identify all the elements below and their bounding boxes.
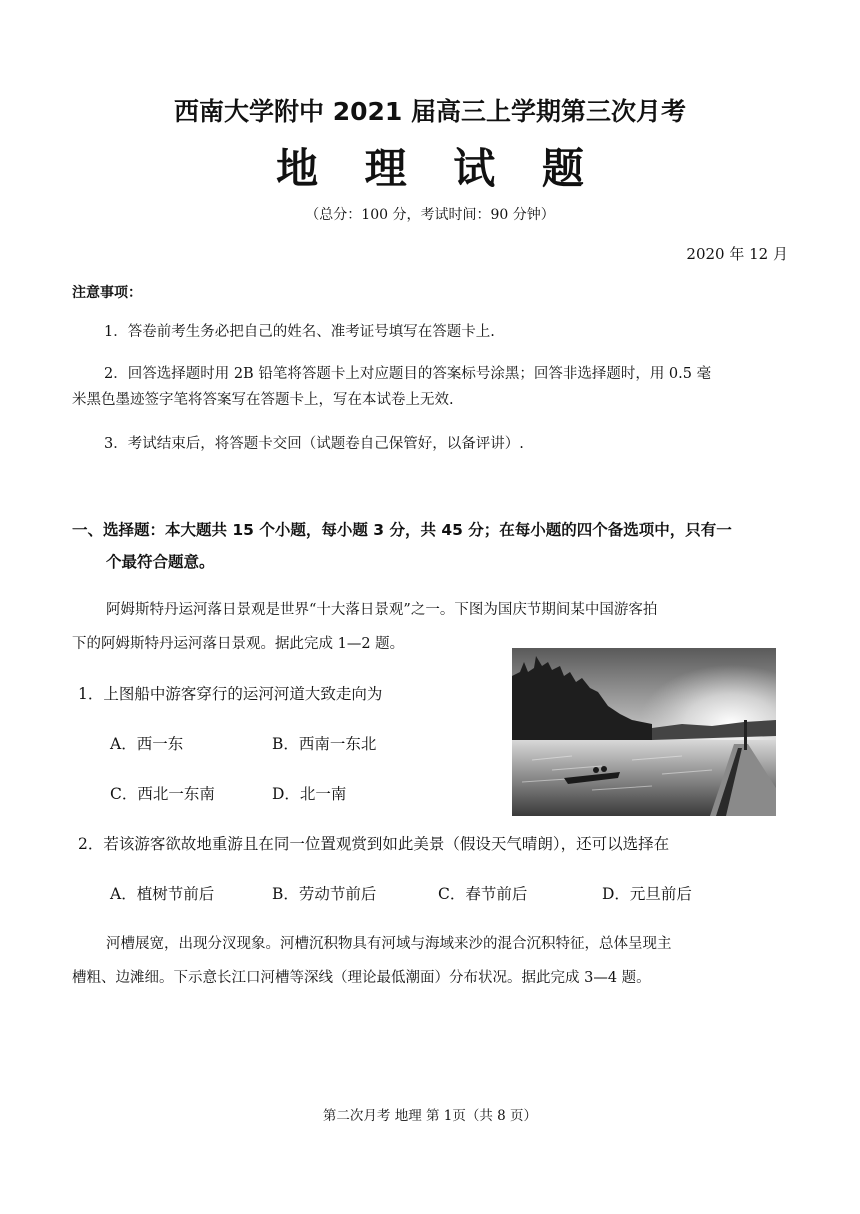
intro-1-line-1: 阿姆斯特丹运河落日景观是世界“十大落日景观”之一。下图为国庆节期间某中国游客拍	[106, 602, 658, 618]
question-1-option-c: C．西北一东南	[110, 785, 215, 803]
question-2-option-d: D．元旦前后	[602, 885, 692, 903]
question-1-option-d: D．北一南	[272, 785, 347, 803]
subject-title: 地 理 试 题	[276, 144, 600, 193]
question-1-stem: 1．上图船中游客穿行的运河河道大致走向为	[78, 685, 383, 703]
question-1-option-a: A．西一东	[110, 735, 184, 753]
section-heading-line-2: 个最符合题意。	[106, 553, 215, 571]
exam-meta: （总分：100 分，考试时间：90 分钟）	[305, 207, 555, 223]
question-2-option-b: B．劳动节前后	[272, 885, 377, 903]
notice-heading: 注意事项：	[72, 285, 142, 301]
intro-1-line-2: 下的阿姆斯特丹运河落日景观。据此完成 1—2 题。	[72, 636, 405, 652]
page-footer: 第二次月考 地理 第 1页（共 8 页）	[322, 1108, 538, 1124]
school-exam-title: 西南大学附中 2021 届高三上学期第三次月考	[174, 97, 686, 126]
intro-2-line-1: 河槽展宽，出现分汊现象。河槽沉积物具有河域与海域来沙的混合沉积特征，总体呈现主	[106, 936, 672, 952]
question-1-option-b: B．西南一东北	[272, 735, 377, 753]
notice-item-1: 1．答卷前考生务必把自己的姓名、准考证号填写在答题卡上.	[104, 324, 495, 340]
notice-item-2-line-1: 2．回答选择题时用 2B 铅笔将答题卡上对应题目的答案标号涂黑；回答非选择题时，用 0.5 毫	[104, 366, 712, 382]
intro-2-line-2: 槽粗、边滩细。下示意长江口河槽等深线（理论最低潮面）分布状况。据此完成 3—4 题。	[72, 970, 651, 986]
notice-item-2-line-2: 米黑色墨迹签字笔将答案写在答题卡上，写在本试卷上无效.	[72, 392, 454, 408]
question-2-option-c: C．春节前后	[438, 885, 528, 903]
notice-item-3: 3．考试结束后，将答题卡交回（试题卷自己保管好，以备评讲）.	[104, 436, 524, 452]
exam-date: 2020 年 12 月	[686, 245, 788, 263]
question-2-stem: 2．若该游客欲故地重游且在同一位置观赏到如此美景（假设天气晴朗），还可以选择在	[78, 835, 670, 853]
question-2-option-a: A．植树节前后	[110, 885, 215, 903]
canal-sunset-photo	[512, 648, 776, 816]
section-heading-line-1: 一、选择题：本大题共 15 个小题，每小题 3 分，共 45 分；在每小题的四个备选项中，只有一	[72, 521, 732, 539]
